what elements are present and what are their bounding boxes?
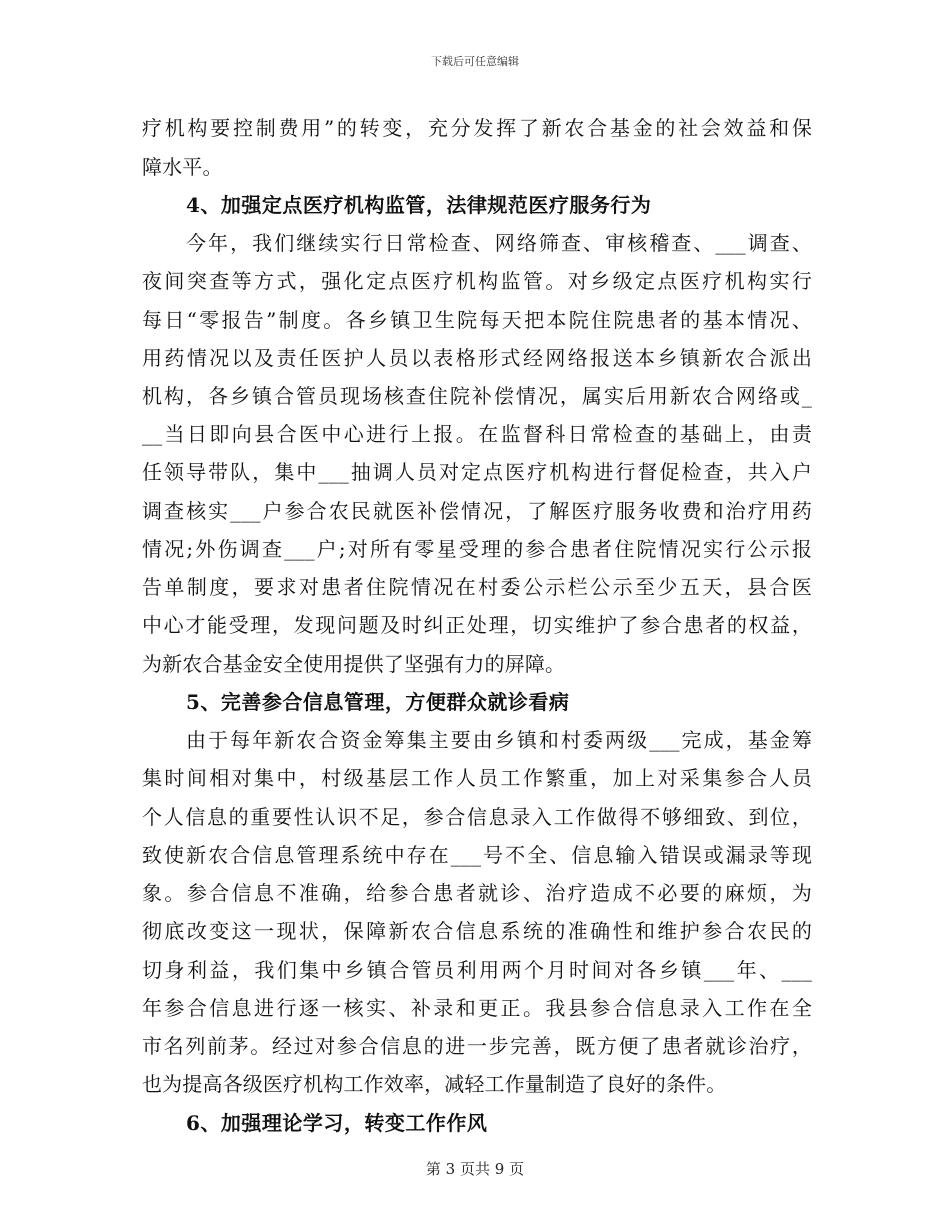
section-heading-4: 4、加强定点医疗机构监管，法律规范医疗服务行为 [186, 193, 652, 217]
body-text-line: 今年，我们继续实行日常检查、网络筛查、审核稽查、___调查、 [186, 231, 812, 255]
section-heading-5: 5、完善参合信息管理，方便群众就诊看病 [186, 690, 570, 714]
body-text-line: 每日“零报告”制度。各乡镇卫生院每天把本院住院患者的基本情况、 [142, 308, 812, 332]
body-text-line: 疗机构要控制费用”的转变，充分发挥了新农合基金的社会效益和保 [142, 116, 812, 140]
body-text-line: 夜间突查等方式，强化定点医疗机构监管。对乡级定点医疗机构实行 [142, 269, 812, 293]
body-text-line: 障水平。 [142, 155, 223, 179]
body-text-line: 由于每年新农合资金筹集主要由乡镇和村委两级___完成，基金筹 [186, 728, 812, 752]
body-text-line: 彻底改变这一现状，保障新农合信息系统的准确性和维护参合农民的 [142, 919, 812, 943]
body-text-line: 年参合信息进行逐一核实、补录和更正。我县参合信息录入工作在全 [142, 996, 812, 1020]
body-text-line: 集时间相对集中，村级基层工作人员工作繁重，加上对采集参合人员 [142, 766, 812, 790]
body-text-line: 情况;外伤调查___户;对所有零星受理的参合患者住院情况实行公示报 [142, 537, 812, 561]
body-text-line: 象。参合信息不准确，给参合患者就诊、治疗造成不必要的麻烦，为 [142, 881, 812, 905]
section-heading-6: 6、加强理论学习，转变工作作风 [186, 1111, 488, 1135]
body-text-line: 个人信息的重要性认识不足，参合信息录入工作做得不够细致、到位， [142, 805, 812, 829]
body-text-line: 任领导带队，集中___抽调人员对定点医疗机构进行督促检查，共入户 [142, 460, 812, 484]
body-text-line: 致使新农合信息管理系统中存在___号不全、信息输入错误或漏录等现 [142, 843, 812, 867]
body-text-line: 告单制度，要求对患者住院情况在村委公示栏公示至少五天，县合医 [142, 575, 812, 599]
body-text-line: 市名列前茅。经过对参合信息的进一步完善，既方便了患者就诊治疗， [142, 1034, 812, 1058]
body-text-line: 为新农合基金安全使用提供了坚强有力的屏障。 [142, 652, 566, 676]
page-header: 下载后可任意编辑 [431, 55, 519, 68]
page-footer: 第 3 页共 9 页 [425, 1160, 525, 1178]
body-text-line: 用药情况以及责任医护人员以表格形式经网络报送本乡镇新农合派出 [142, 346, 812, 370]
body-text-line: __当日即向县合医中心进行上报。在监督科日常检查的基础上，由责 [142, 422, 812, 446]
body-text-line: 机构，各乡镇合管员现场核查住院补偿情况，属实后用新农合网络或_ [142, 384, 812, 408]
body-text-line: 切身利益，我们集中乡镇合管员利用两个月时间对各乡镇___年、___ [142, 958, 812, 982]
body-text-line: 调查核实___户参合农民就医补偿情况，了解医疗服务收费和治疗用药 [142, 499, 812, 523]
body-text-line: 中心才能受理，发现问题及时纠正处理，切实维护了参合患者的权益， [142, 613, 812, 637]
body-text-line: 也为提高各级医疗机构工作效率，减轻工作量制造了良好的条件。 [142, 1072, 727, 1096]
